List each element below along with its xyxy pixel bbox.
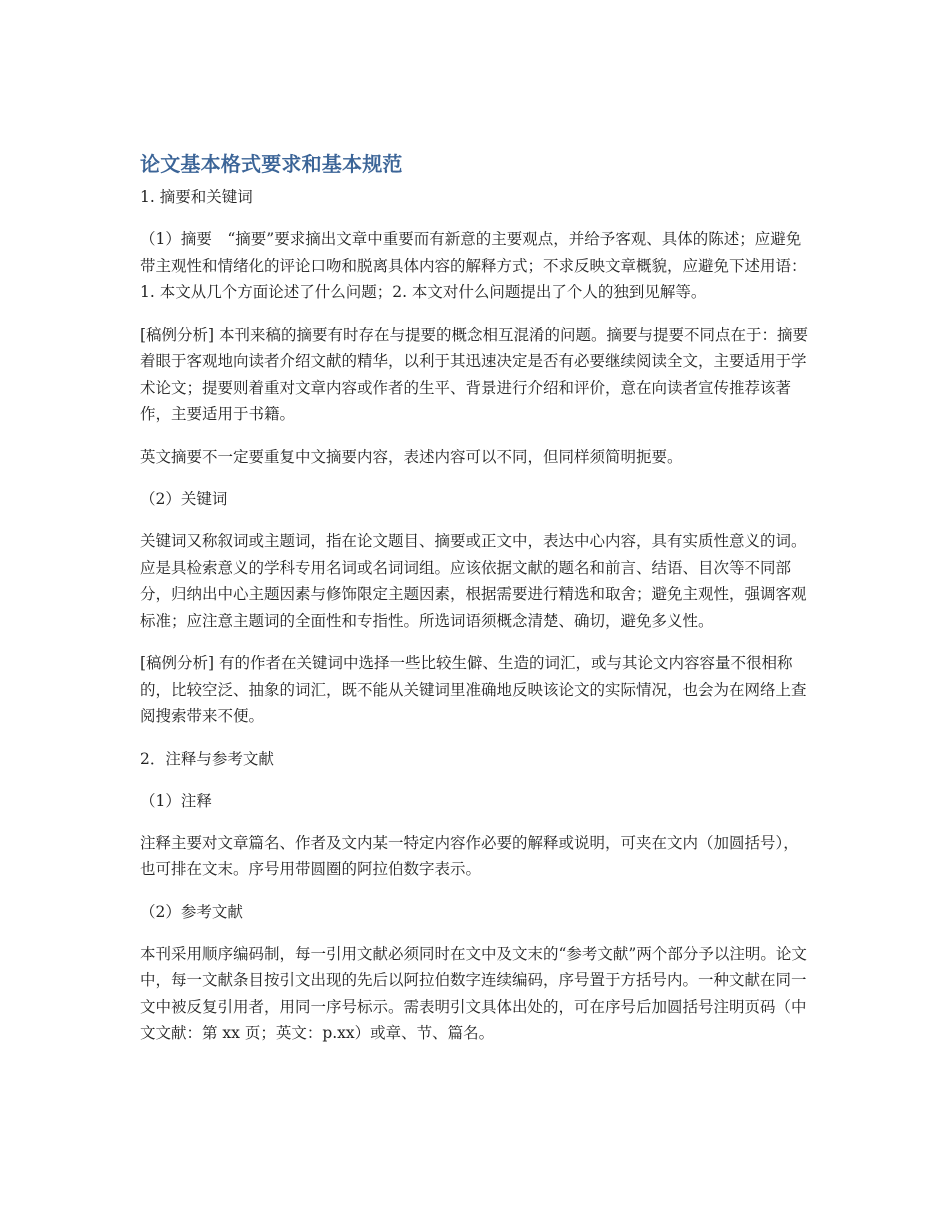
section-heading-abstract-keywords: 1. 摘要和关键词 (140, 188, 253, 206)
section-heading-notes-references: 2．注释与参考文献 (140, 749, 274, 768)
paragraph-abstract-case-analysis: [稿例分析] 本刊来稿的摘要有时存在与提要的概念相互混淆的问题。摘要与提要不同点在于：摘要着眼于客观地向读者介绍文献的精华，以利于其迅速决定是否有必要继续阅读全文，主要适用于学术论文；提要则着重对文章内容或作者的生平、背景进行介绍和评价，意在向读者宣传推荐该著作，主要适用于书籍。 (140, 325, 809, 423)
paragraph-english-abstract: 英文摘要不一定要重复中文摘要内容，表述内容可以不同，但同样须简明扼要。 (140, 447, 683, 466)
paragraph-abstract-definition: （1）摘要 “摘要”要求摘出文章中重要而有新意的主要观点，并给予客观、具体的陈述；应避免带主观性和情绪化的评论口吻和脱离具体内容的解释方式；不求反映文章概貌，应避免下述用语：1. 本文从几个方面论述了什么问题；2. 本文对什么问题提出了个人的独到见解等。 (140, 230, 807, 301)
paragraph-keywords-definition: 关键词又称叙词或主题词，指在论文题目、摘要或正文中，表达中心内容，具有实质性意义的词。应是具检索意义的学科专用名词或名词词组。应该依据文献的题名和前言、结语、目次等不同部分，归纳出中心主题因素与修饰限定主题因素，根据需要进行精选和取舍；避免主观性，强调客观标准；应注意主题词的全面性和专指性。所选词语须概念清楚、确切，避免多义性。 (140, 532, 807, 630)
subheading-notes: （1）注释 (140, 791, 212, 810)
paragraph-references: 本刊采用顺序编码制，每一引用文献必须同时在文中及文末的“参考文献”两个部分予以注明。论文中，每一文献条目按引文出现的先后以阿拉伯数字连续编码，序号置于方括号内。一种文献在同一文中被反复引用者，用同一序号标示。需表明引文具体出处的，可在序号后加圆括号注明页码（中文文献：第 xx 页；英文：p.xx）或章、节、篇名。 (140, 944, 807, 1042)
document-page (140, 150, 812, 1063)
paragraph-keywords-case-analysis: [稿例分析] 有的作者在关键词中选择一些比较生僻、生造的词汇，或与其论文内容容量不很相称的，比较空泛、抽象的词汇，既不能从关键词里准确地反映该论文的实际情况，也会为在网络上查阅搜索带来不便。 (140, 654, 807, 725)
subheading-references: （2）参考文献 (140, 902, 243, 921)
subheading-keywords: （2）关键词 (140, 490, 228, 508)
paragraph-notes: 注释主要对文章篇名、作者及文内某一特定内容作必要的解释或说明，可夹在文内（加圆括号），也可排在文末。序号用带圆圈的阿拉伯数字表示。 (140, 833, 799, 878)
document-title: 论文基本格式要求和基本规范 (140, 152, 403, 176)
